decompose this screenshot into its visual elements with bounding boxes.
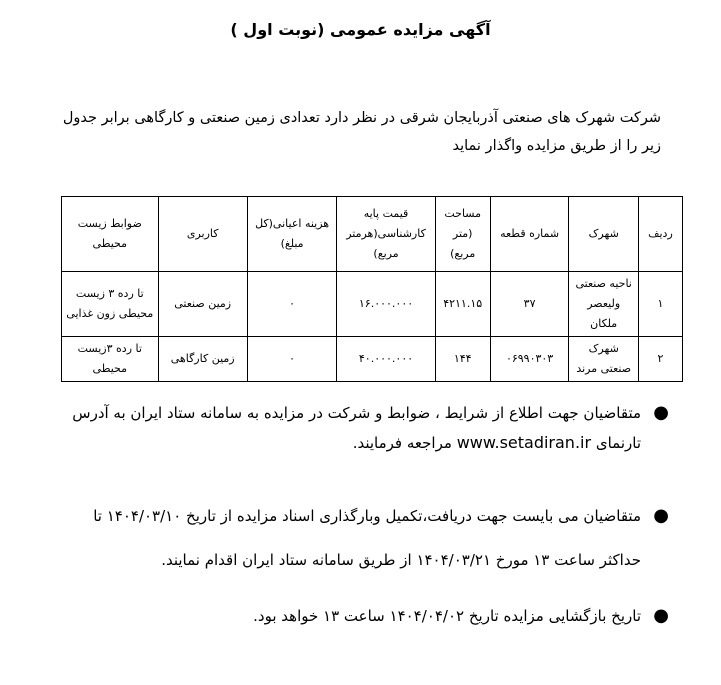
table-row: [62, 272, 683, 337]
notes-list: [71, 398, 671, 630]
cell-environment: تا رده ۳ زیست محیطی زون غذایی: [62, 272, 159, 337]
cell-building-cost: ۰: [247, 272, 337, 337]
cell-base-price: ۱۶.۰۰۰.۰۰۰: [337, 272, 435, 337]
cell-base-price: ۴۰.۰۰۰.۰۰۰: [337, 337, 435, 382]
cell-environment: تا رده ۳زیست محیطی: [62, 337, 159, 382]
cell-area: ۴۲۱۱.۱۵: [435, 272, 490, 337]
setadiran-link[interactable]: www.setadiran.ir: [456, 433, 592, 452]
note-3-text: تاریخ بازگشایی مزایده تاریخ ۱۴۰۴/۰۴/۰۲ ساعت ۱۳ خواهد بود.: [253, 607, 641, 625]
col-header-usage: کاربری: [158, 197, 247, 272]
bullet-icon: ●: [653, 505, 669, 526]
cell-building-cost: ۰: [247, 337, 337, 382]
table-row: [62, 337, 683, 382]
cell-area: ۱۴۴: [435, 337, 490, 382]
cell-row-number: ۲: [638, 337, 682, 382]
cell-plot-number: ۳۷: [490, 272, 569, 337]
bullet-icon: ●: [653, 402, 669, 423]
note-1-text: متقاضیان جهت اطلاع از شرایط ، ضوابط و شرکت در مزایده به سامانه ستاد ایران به آدرس تارنمای: [72, 404, 641, 452]
list-item: [71, 494, 671, 582]
col-header-town: شهرک: [569, 197, 638, 272]
cell-row-number: ۱: [638, 272, 682, 337]
cell-usage: زمین صنعتی: [158, 272, 247, 337]
list-item: [71, 602, 671, 630]
table-header-row: [62, 197, 683, 272]
note-2-text: متقاضیان می بایست جهت دریافت،تکمیل وبارگذاری اسناد مزایده از تاریخ ۱۴۰۴/۰۳/۱۰ تا حداکثر ساعت ۱۳ مورخ ۱۴۰۴/۰۳/۲۱ از طریق سامانه ستاد ایران اقدام نمایند.: [93, 507, 641, 569]
auction-table: [61, 196, 683, 382]
cell-plot-number: ۰۶۹۹۰۳۰۳: [490, 337, 569, 382]
bullet-icon: ●: [653, 605, 669, 626]
cell-town: ناحیه صنعتی ولیعصر ملکان: [569, 272, 638, 337]
cell-town: شهرک صنعتی مرند: [569, 337, 638, 382]
col-header-building-cost: هزینه اعیانی(کل مبلغ): [247, 197, 337, 272]
col-header-area: مساحت (متر مربع): [435, 197, 490, 272]
col-header-row-number: ردیف: [638, 197, 682, 272]
col-header-base-price: قیمت پایه کارشناسی(هرمتر مربع): [337, 197, 435, 272]
cell-usage: زمین کارگاهی: [158, 337, 247, 382]
col-header-environment: ضوابط زیست محیطی: [62, 197, 159, 272]
intro-paragraph: شرکت شهرک های صنعتی آذربایجان شرقی در نظر دارد تعدادی زمین صنعتی و کارگاهی برابر جدول زیر را از طریق مزایده واگذار نماید: [62, 110, 661, 154]
col-header-plot-number: شماره قطعه: [490, 197, 569, 272]
page-title: آگهی مزایده عمومی (نوبت اول ): [230, 20, 491, 39]
note-1-suffix: مراجعه فرمایند.: [352, 434, 452, 452]
list-item: [71, 398, 671, 458]
